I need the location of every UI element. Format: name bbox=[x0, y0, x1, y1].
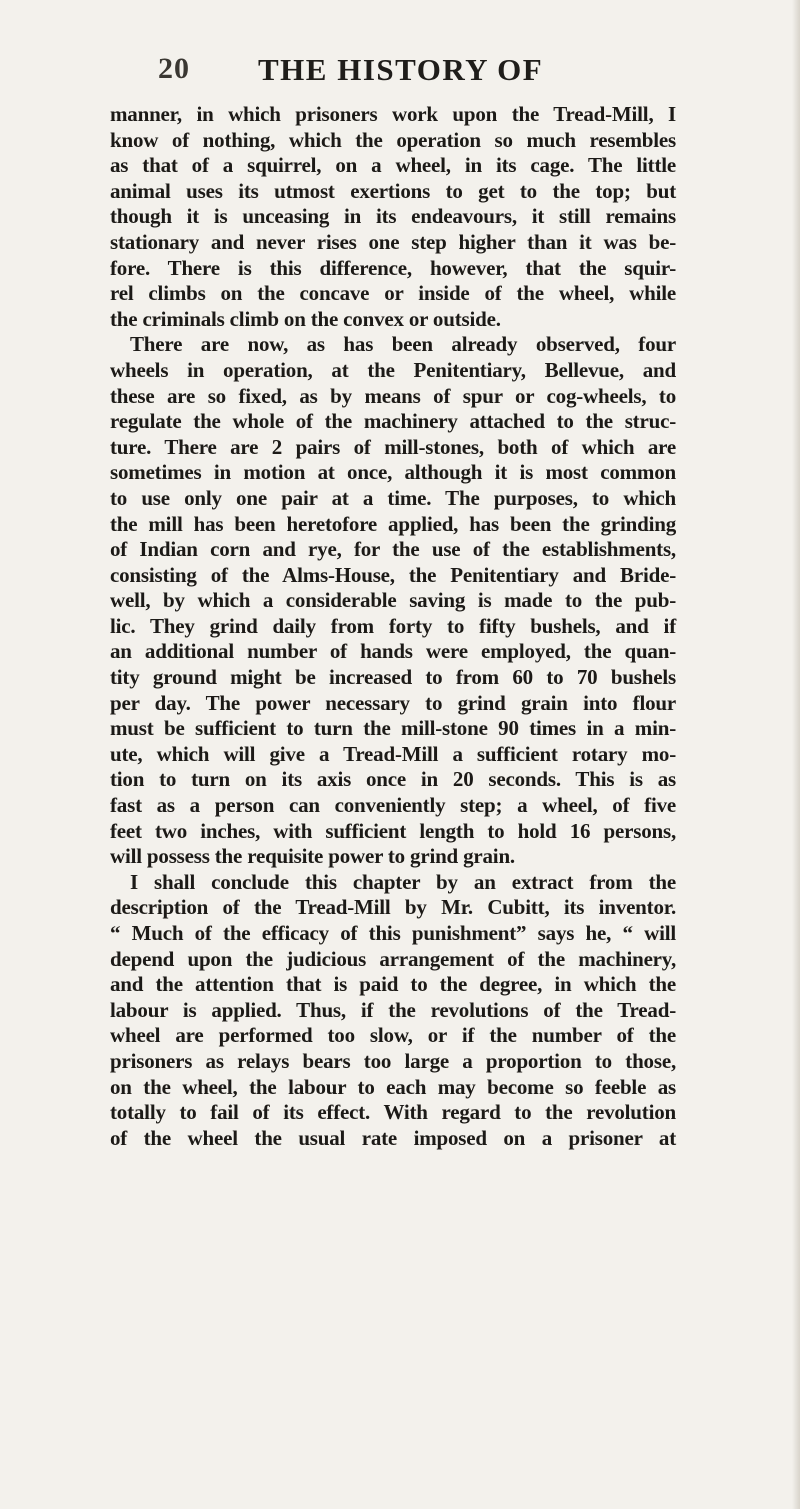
text-line: per day. The power necessary to grind grain into flour bbox=[110, 690, 676, 715]
body-text bbox=[110, 102, 676, 1151]
text-line: of the wheel the usual rate imposed on a prisoner at bbox=[110, 1125, 676, 1150]
text-line: regulate the whole of the machinery attached to the struc- bbox=[110, 409, 676, 434]
text-line: prisoners as relays bears too large a proportion to those, bbox=[110, 1048, 676, 1073]
text-line: these are so fixed, as by means of spur or cog-wheels, to bbox=[110, 383, 676, 408]
text-line: stationary and never rises one step higher than it was be- bbox=[110, 229, 676, 254]
text-line: fore. There is this difference, however, that the squir- bbox=[110, 255, 676, 280]
running-head bbox=[0, 52, 800, 92]
text-line: wheels in operation, at the Penitentiary, Bellevue, and bbox=[110, 357, 676, 382]
text-line: depend upon the judicious arrangement of the machinery, bbox=[110, 946, 676, 971]
text-line: “ Much of the efficacy of this punishment” says he, “ will bbox=[110, 921, 676, 945]
text-line: manner, in which prisoners work upon the Tread-Mill, I bbox=[110, 102, 676, 126]
text-line: tion to turn on its axis once in 20 seconds. This is as bbox=[110, 767, 676, 792]
text-line: fast as a person can conveniently step; a wheel, of five bbox=[110, 793, 676, 818]
text-line: There are now, as has been already observed, four bbox=[130, 332, 676, 357]
text-line: animal uses its utmost exertions to get to the top; but bbox=[110, 178, 676, 203]
text-line: consisting of the Alms-House, the Penitentiary and Bride- bbox=[110, 562, 676, 587]
text-line: labour is applied. Thus, if the revolutions of the Tread- bbox=[110, 997, 676, 1022]
text-line: I shall conclude this chapter by an extract from the bbox=[130, 869, 676, 894]
text-line: sometimes in motion at once, although it is most common bbox=[110, 460, 676, 485]
text-line: on the wheel, the labour to each may become so feeble as bbox=[110, 1074, 676, 1099]
text-line: and the attention that is paid to the degree, in which the bbox=[110, 972, 676, 997]
text-line: know of nothing, which the operation so much resembles bbox=[110, 127, 676, 152]
text-line: will possess the requisite power to grind grain. bbox=[110, 844, 515, 869]
text-line: tity ground might be increased to from 60 to 70 bushels bbox=[110, 665, 676, 690]
text-line: feet two inches, with sufficient length to hold 16 persons, bbox=[110, 818, 676, 843]
text-line: of Indian corn and rye, for the use of the establishments, bbox=[110, 537, 676, 562]
text-line: well, by which a considerable saving is made to the pub- bbox=[110, 588, 676, 613]
text-line: ture. There are 2 pairs of mill-stones, both of which are bbox=[110, 434, 676, 459]
text-line: the criminals climb on the convex or outside. bbox=[110, 306, 501, 331]
text-line: as that of a squirrel, on a wheel, in its cage. The little bbox=[110, 153, 676, 178]
text-line: wheel are performed too slow, or if the number of the bbox=[110, 1023, 676, 1048]
text-line: the mill has been heretofore applied, has been the grinding bbox=[110, 511, 676, 536]
text-line: rel climbs on the concave or inside of the wheel, while bbox=[110, 281, 676, 306]
text-line: lic. They grind daily from forty to fifty bushels, and if bbox=[110, 613, 676, 638]
text-line: description of the Tread-Mill by Mr. Cubitt, its inventor. bbox=[110, 895, 676, 920]
page-edge-shadow bbox=[792, 0, 800, 1509]
text-line: an additional number of hands were employed, the quan- bbox=[110, 639, 676, 664]
page-number: 20 bbox=[158, 52, 190, 85]
text-line: ute, which will give a Tread-Mill a sufficient rotary mo- bbox=[110, 741, 676, 766]
text-line: must be sufficient to turn the mill-stone 90 times in a min- bbox=[110, 716, 676, 741]
text-line: totally to fail of its effect. With regard to the revolution bbox=[110, 1100, 676, 1125]
text-line: to use only one pair at a time. The purposes, to which bbox=[110, 485, 676, 510]
text-line: though it is unceasing in its endeavours, it still remains bbox=[110, 204, 676, 229]
running-title: THE HISTORY OF bbox=[258, 52, 544, 87]
